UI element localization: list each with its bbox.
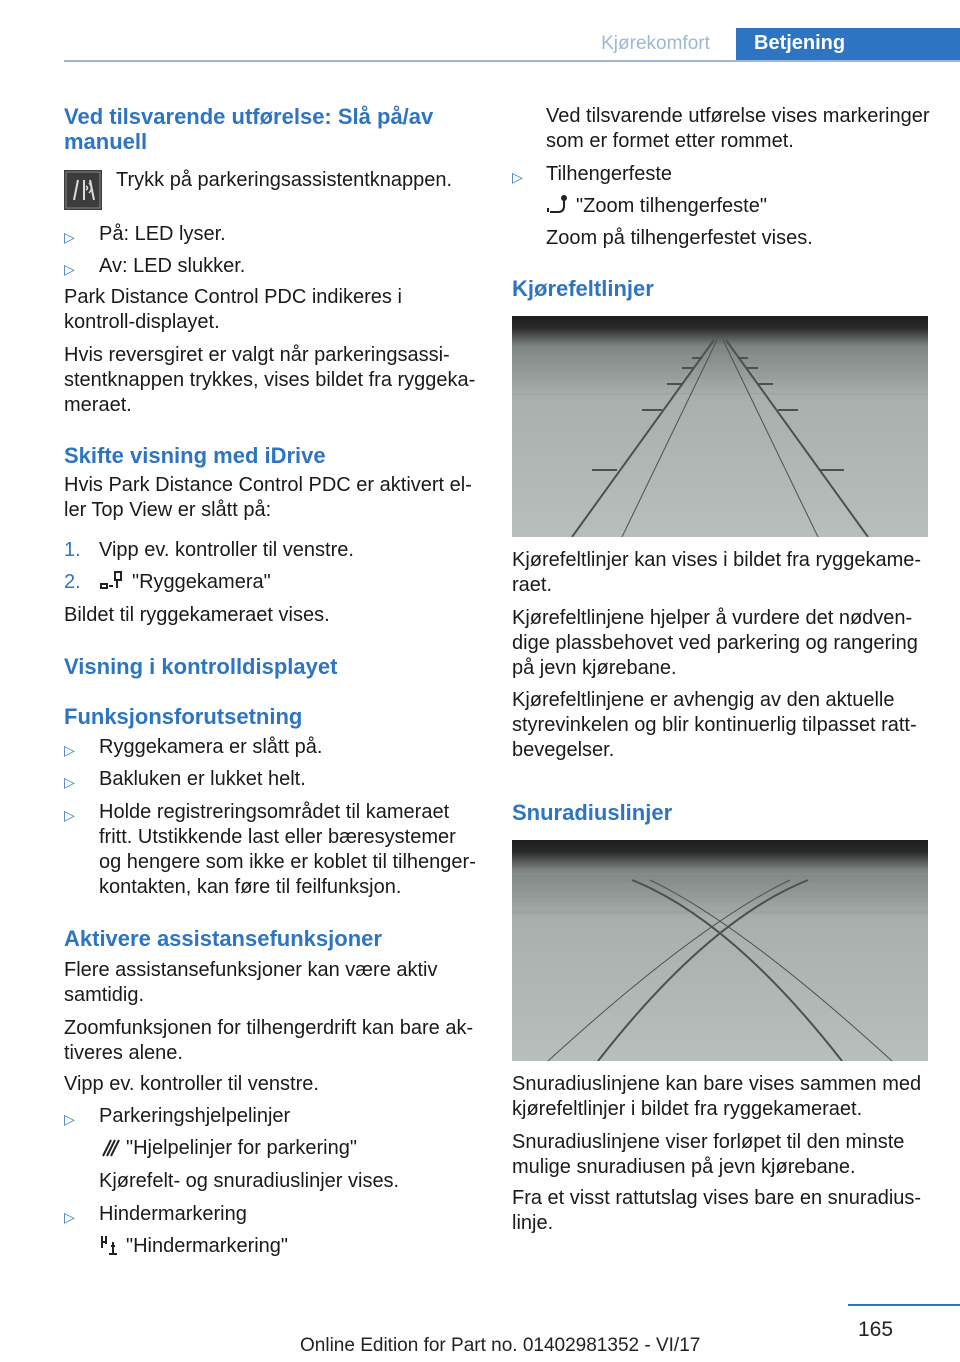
option-label: "Hjelpelinjer for parkering"	[126, 1137, 357, 1159]
assist-options-list	[64, 1104, 476, 1266]
list-item-text: Bakluken er lukket helt.	[99, 768, 306, 790]
header-tab-betjening[interactable]: Betjening	[736, 28, 960, 61]
triangle-bullet-icon: ▷	[64, 774, 75, 790]
paragraph: Bildet til ryggekameraet vises.	[64, 604, 330, 626]
parking-assist-button-icon	[64, 170, 104, 210]
trailer-hitch-icon	[546, 194, 570, 223]
option-label: "Zoom tilhengerfeste"	[576, 195, 767, 217]
list-item-text: Holde registreringsområdet til kameraet fritt. Utstikkende last eller bæresystemer og hengere som ikke er koblet til tilhenger-kontakten, kan føre til feilfunksjon.	[99, 801, 476, 898]
parking-lines-icon	[99, 1136, 121, 1165]
triangle-bullet-icon: ▷	[64, 807, 75, 823]
turning-radius-camera-image	[512, 840, 928, 1061]
paragraph: Hvis reversgiret er valgt når parkeringsassi-stentknappen trykkes, vises bildet fra ryggeka-meraet.	[64, 344, 476, 416]
lane-lines-camera-image	[512, 316, 928, 537]
step-number: 2.	[64, 571, 81, 593]
heading-turning-radius: Snuradiuslinjer	[512, 800, 673, 825]
rear-camera-icon	[99, 570, 125, 599]
paragraph: Flere assistansefunksjoner kan være aktiv samtidig.	[64, 959, 438, 1006]
heading-activate-assist: Aktivere assistansefunksjoner	[64, 926, 382, 951]
option-description: Kjørefelt- og snuradiuslinjer vises.	[99, 1170, 400, 1192]
option-label: "Hindermarkering"	[126, 1235, 289, 1257]
list-item-text: "Ryggekamera"	[132, 571, 271, 593]
list-item-text: Parkeringshjelpelinjer	[99, 1105, 291, 1127]
list-item	[64, 800, 476, 910]
triangle-bullet-icon: ▷	[64, 742, 75, 758]
paragraph: Kjørefeltlinjer kan vises i bildet fra ryggekame-raet.	[512, 549, 922, 596]
triangle-bullet-icon: ▷	[64, 261, 75, 277]
header-tab-kjorekomfort[interactable]: Kjørekomfort	[601, 33, 710, 54]
paragraph: Snuradiuslinjene kan bare vises sammen med kjørefeltlinjer i bildet fra ryggekameraet.	[512, 1073, 922, 1120]
hitch-list	[512, 162, 932, 258]
paragraph: Vipp ev. kontroller til venstre.	[64, 1073, 319, 1095]
header-rule	[64, 60, 960, 62]
heading-function-requirements: Funksjonsforutsetning	[64, 704, 303, 729]
footer-rule	[848, 1304, 960, 1306]
paragraph: Zoomfunksjonen for tilhengerdrift kan bare ak-tiveres alene.	[64, 1017, 474, 1064]
obstacle-marking-icon	[99, 1234, 121, 1263]
triangle-bullet-icon: ▷	[64, 1209, 75, 1225]
triangle-bullet-icon: ▷	[64, 1111, 75, 1127]
paragraph: Kjørefeltlinjene hjelper å vurdere det nødven-dige plassbehovet ved parkering og rangering på jevn kjørebane.	[512, 607, 918, 679]
page-number: 165	[858, 1318, 894, 1341]
list-item-text: På: LED lyser.	[99, 223, 226, 245]
option-description: Zoom på tilhengerfestet vises.	[546, 227, 813, 249]
list-item-text: Tilhengerfeste	[546, 163, 672, 185]
list-item-text: Ryggekamera er slått på.	[99, 736, 323, 758]
steps-list	[64, 538, 464, 602]
paragraph: Kjørefeltlinjene er avhengig av den aktuelle styrevinkelen og blir kontinuerlig tilpasset ratt-bevegelser.	[512, 689, 917, 761]
list-item	[64, 1202, 476, 1266]
press-button-text: Trykk på parkeringsassistentknappen.	[116, 169, 453, 191]
requirements-list	[64, 735, 476, 910]
list-item	[64, 254, 464, 286]
paragraph: Hvis Park Distance Control PDC er aktivert el-ler Top View er slått på:	[64, 474, 472, 521]
heading-lane-lines: Kjørefeltlinjer	[512, 276, 654, 301]
paragraph: Fra et visst rattutslag vises bare en snuradius-linje.	[512, 1187, 922, 1234]
list-item-text: Av: LED slukker.	[99, 255, 246, 277]
list-item	[64, 538, 464, 570]
heading-display: Visning i kontrolldisplayet	[64, 654, 338, 679]
list-item-text: Vipp ev. kontroller til venstre.	[99, 539, 354, 561]
list-item	[64, 570, 464, 602]
list-item-text: Hindermarkering	[99, 1203, 247, 1225]
list-item	[64, 735, 476, 767]
list-item	[64, 1104, 476, 1202]
list-item	[512, 162, 932, 258]
triangle-bullet-icon: ▷	[64, 229, 75, 245]
heading-idrive: Skifte visning med iDrive	[64, 443, 326, 468]
step-number: 1.	[64, 539, 81, 561]
list-item	[64, 222, 464, 254]
triangle-bullet-icon: ▷	[512, 169, 523, 185]
edition-note: Online Edition for Part no. 01402981352 - VI/17	[300, 1335, 701, 1356]
paragraph: Snuradiuslinjene viser forløpet til den minste mulige snuradiusen på jevn kjørebane.	[512, 1131, 905, 1178]
paragraph: Ved tilsvarende utførelse vises markeringer som er formet etter rommet.	[546, 105, 930, 152]
list-item	[64, 767, 476, 800]
paragraph: Park Distance Control PDC indikeres i kontroll-displayet.	[64, 286, 402, 333]
heading-switch-manual: Ved tilsvarende utførelse: Slå på/av manuell	[64, 104, 434, 154]
led-status-list	[64, 222, 464, 286]
